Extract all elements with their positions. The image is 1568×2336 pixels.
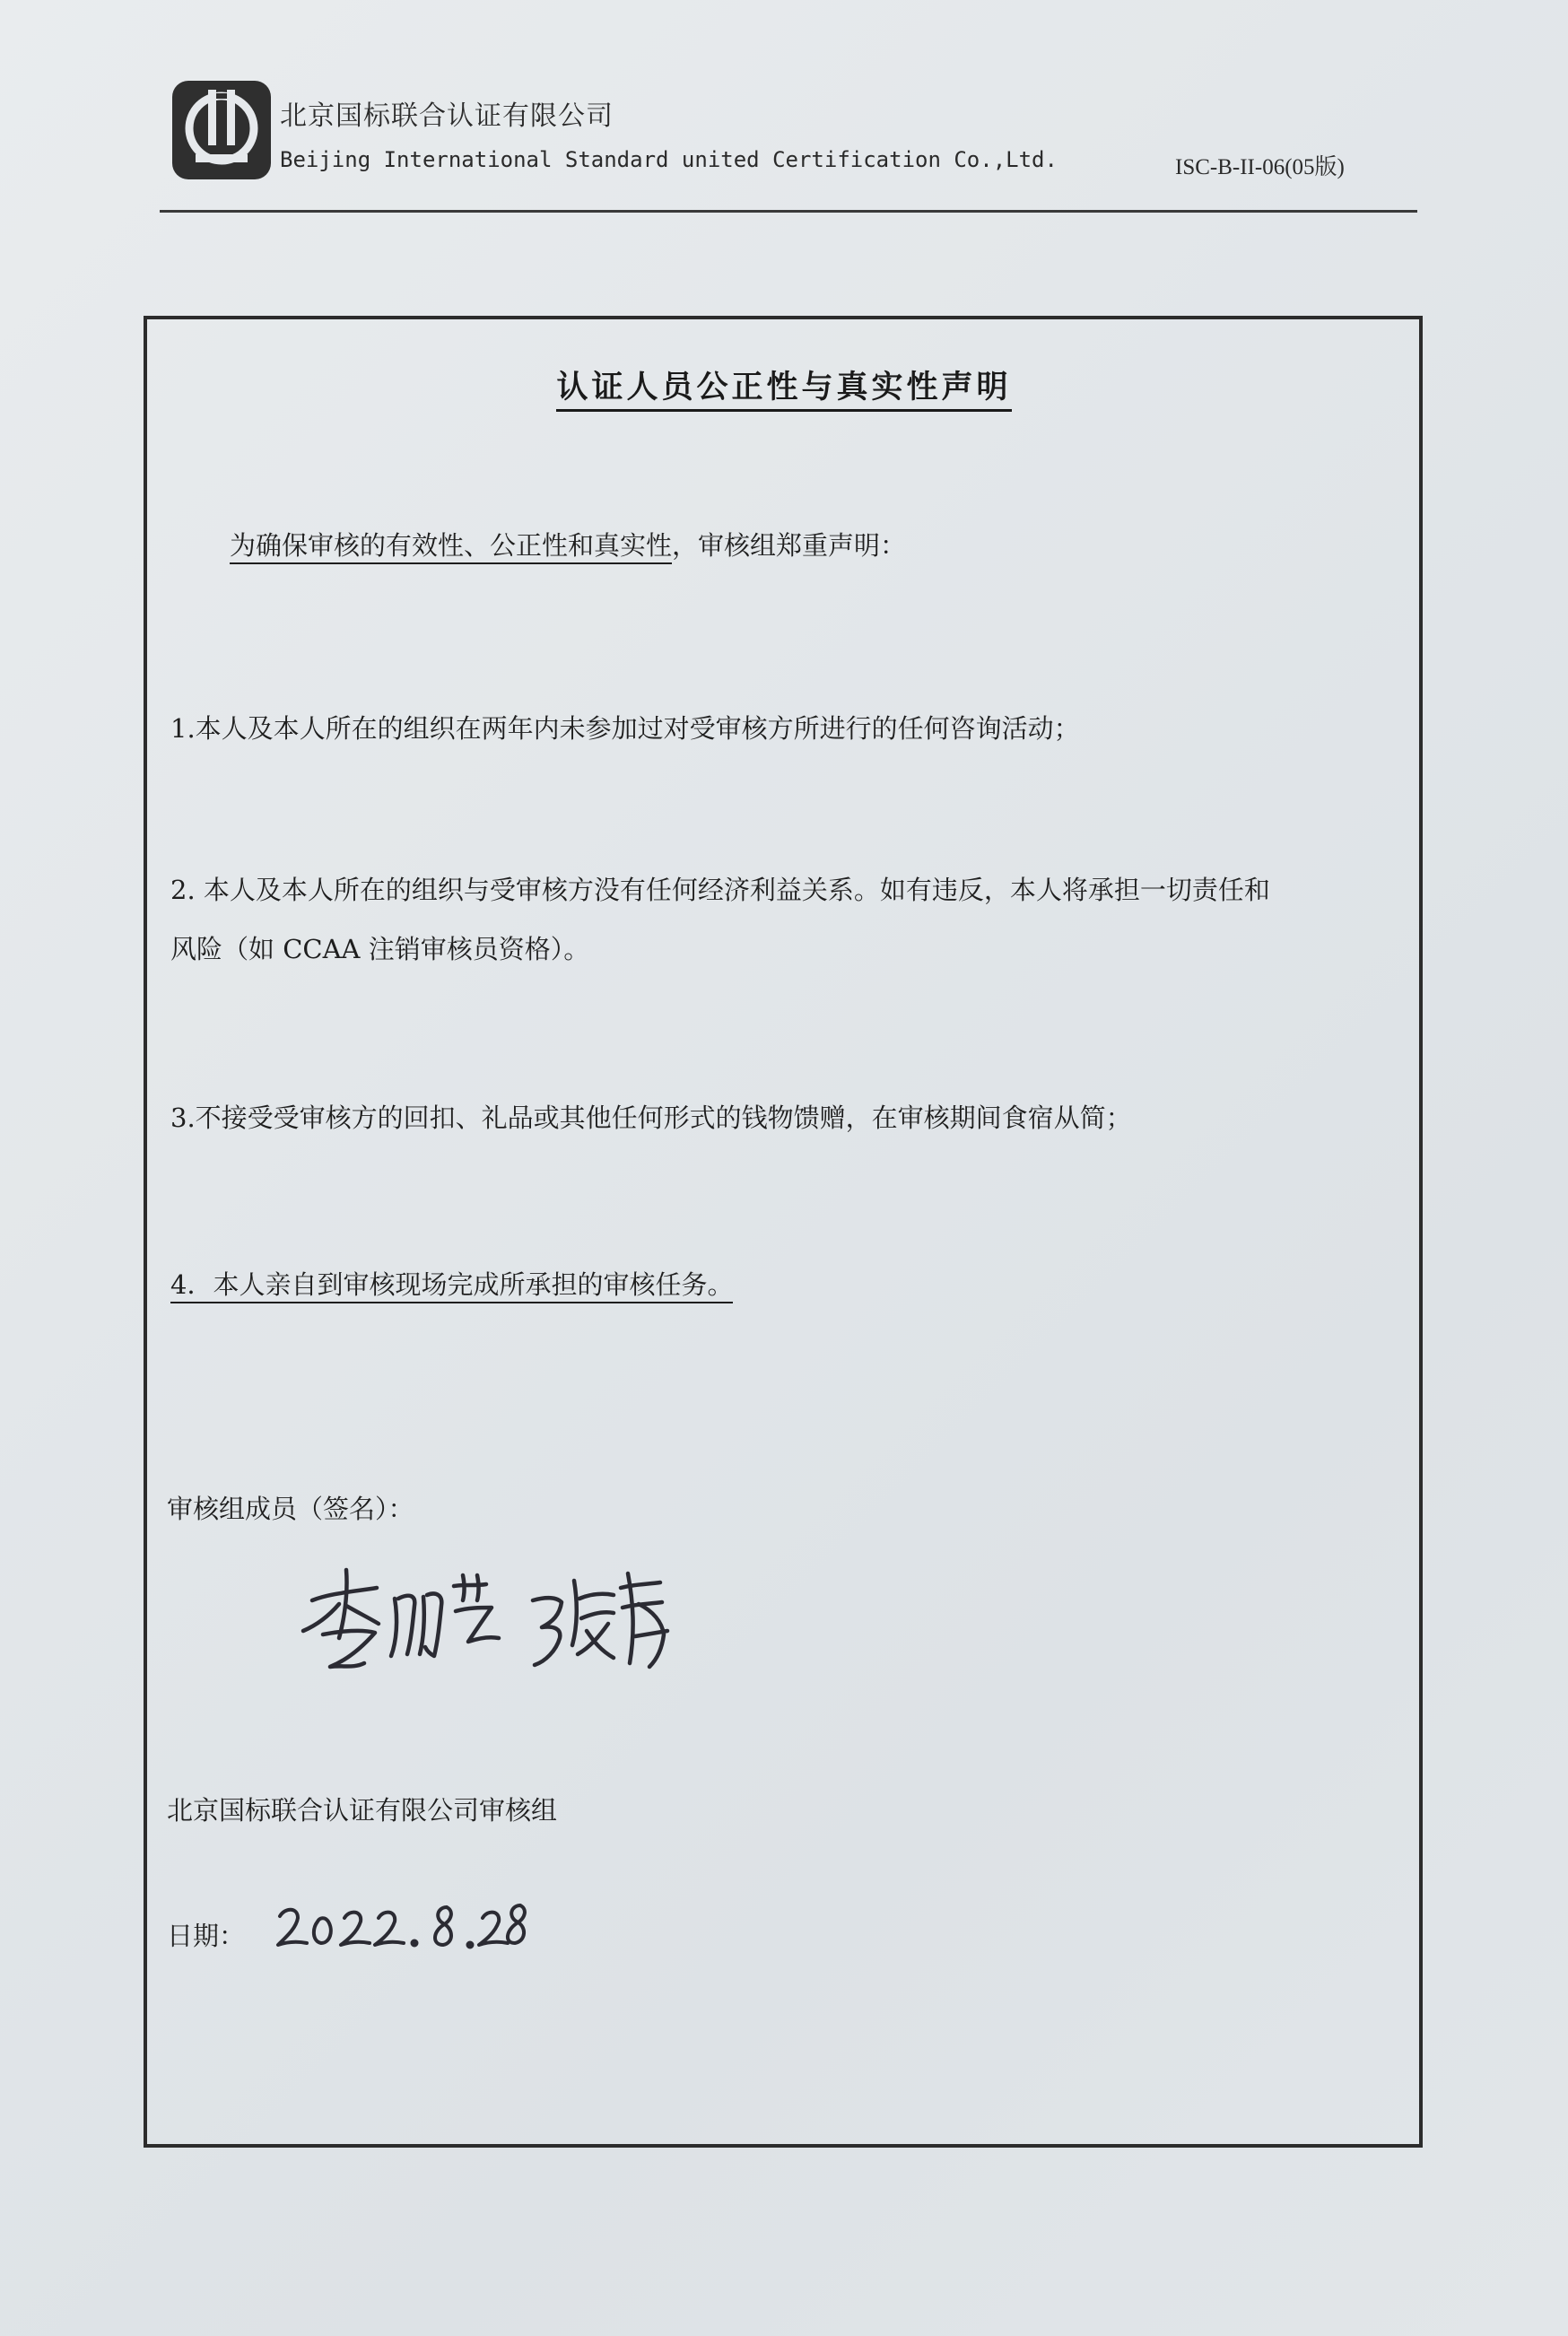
- company-logo-icon: [169, 77, 274, 183]
- intro-underlined-text: 为确保审核的有效性、公正性和真实性: [230, 530, 672, 564]
- date-label: 日期：: [167, 1921, 246, 1951]
- header-divider: [160, 210, 1417, 213]
- audit-team-name: 北京国标联合认证有限公司审核组: [167, 1795, 558, 1826]
- declaration-item-2-line-1: 2. 本人及本人所在的组织与受审核方没有任何经济利益关系。如有违反，本人将承担一切责任和: [170, 875, 1270, 905]
- declaration-item-4-text: 4．本人亲自到审核现场完成所承担的审核任务。: [170, 1269, 733, 1303]
- declaration-item-2-line-2: 风险（如 CCAA 注销审核员资格）。: [170, 934, 590, 964]
- document-title: [0, 362, 1568, 407]
- declaration-item-3: 3.不接受受审核方的回扣、礼品或其他任何形式的钱物馈赠，在审核期间食宿从简；: [170, 1103, 1132, 1133]
- document-code: ISC-B-II-06(05版): [1175, 155, 1345, 179]
- document-title-text: 认证人员公正性与真实性声明: [556, 370, 1011, 412]
- declaration-frame: [144, 316, 1423, 2148]
- signature-label: 审核组成员（签名）：: [167, 1494, 414, 1524]
- company-name-cn: 北京国标联合认证有限公司: [280, 100, 614, 132]
- declaration-item-4: [170, 1265, 733, 1302]
- handwritten-signature: [276, 1548, 689, 1683]
- document-header: [0, 0, 1568, 224]
- intro-paragraph: [230, 526, 906, 562]
- company-name-en: Beijing International Standard united Certification Co.,Ltd.: [280, 147, 1058, 172]
- declaration-item-1: 1.本人及本人所在的组织在两年内未参加过对受审核方所进行的任何咨询活动；: [170, 713, 1080, 744]
- handwritten-date: [271, 1895, 531, 1959]
- intro-rest-text: ，审核组郑重声明：: [672, 530, 907, 561]
